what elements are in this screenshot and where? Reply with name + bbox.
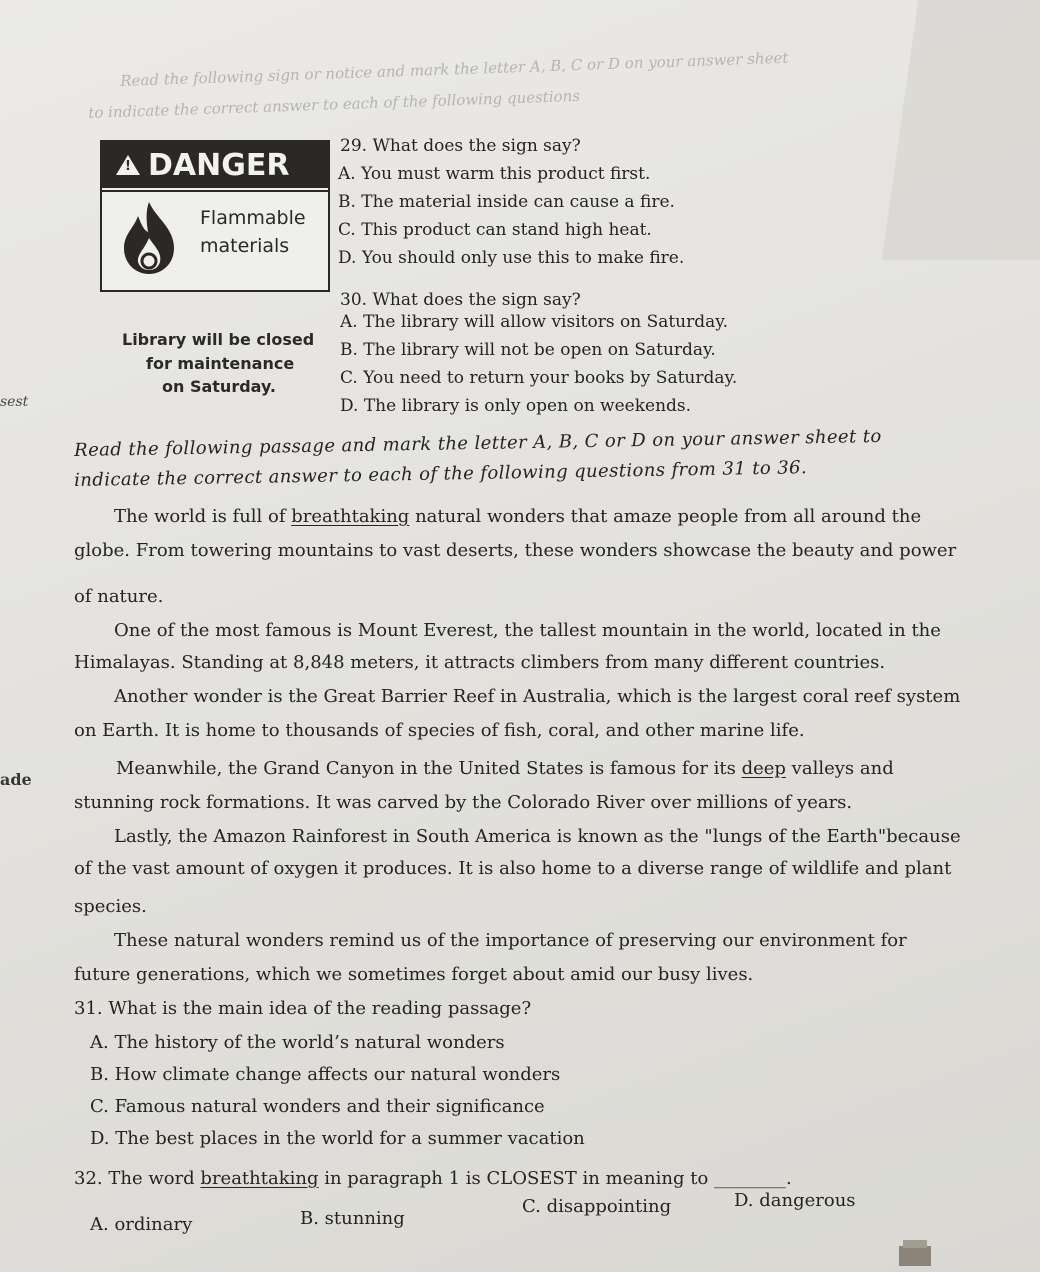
library-notice-line1: Library will be closed <box>122 330 315 349</box>
passage-p5-line1: Lastly, the Amazon Rainforest in South America is known as the "lungs of the Earth"because <box>114 826 961 847</box>
library-notice-line2: for maintenance <box>146 354 295 373</box>
passage-p4-line1 <box>116 758 894 779</box>
q32-option-b[interactable]: B. stunning <box>300 1208 405 1229</box>
library-notice-line3: on Saturday. <box>162 377 276 396</box>
passage-p3-line2: on Earth. It is home to thousands of species of fish, coral, and other marine life. <box>74 720 805 741</box>
q31-option-d[interactable]: D. The best places in the world for a summer vacation <box>90 1128 585 1149</box>
danger-line2: materials <box>200 235 290 257</box>
passage-p1-line3: of nature. <box>74 586 164 607</box>
passage-instruction-line2: indicate the correct answer to each of the following questions from 31 to 36. <box>74 457 808 491</box>
q31-question: 31. What is the main idea of the reading passage? <box>74 998 532 1019</box>
margin-fragment-1: sest <box>0 394 29 410</box>
q30-option-c[interactable]: C. You need to return your books by Saturday. <box>340 368 738 388</box>
passage-p2-line2: Himalayas. Standing at 8,848 meters, it attracts climbers from many different countries. <box>74 652 886 673</box>
passage-instruction-line1: Read the following passage and mark the letter A, B, C or D on your answer sheet to <box>74 425 882 461</box>
danger-title: DANGER <box>148 147 290 183</box>
q32-text-before: 32. The word <box>74 1168 201 1189</box>
q29-option-b[interactable]: B. The material inside can cause a fire. <box>338 192 675 212</box>
passage-p4-text-before: Meanwhile, the Grand Canyon in the United States is famous for its <box>116 758 742 779</box>
margin-fragment-2: ade <box>0 770 32 789</box>
q29-question: 29. What does the sign say? <box>340 136 581 156</box>
passage-p2-line1: One of the most famous is Mount Everest, the tallest mountain in the world, located in the <box>114 620 941 641</box>
danger-sign-text <box>200 204 306 260</box>
passage-p6-line2: future generations, which we sometimes forget about amid our busy lives. <box>74 964 754 985</box>
q29-option-a[interactable]: A. You must warm this product first. <box>338 164 651 184</box>
q31-option-a[interactable]: A. The history of the world’s natural wonders <box>90 1032 505 1053</box>
sign-instruction-line1: Read the following sign or notice and mark the letter A, B, C or D on your answer sheet <box>120 48 789 90</box>
danger-line1: Flammable <box>200 207 306 229</box>
danger-header <box>102 142 328 188</box>
passage-p1-text-before: The world is full of <box>114 506 292 527</box>
danger-sign <box>100 140 330 292</box>
passage-p5-line3: species. <box>74 896 147 917</box>
passage-p1-text-after: natural wonders that amaze people from all around the <box>409 506 922 527</box>
q32-text-after: in paragraph 1 is CLOSEST in meaning to ________. <box>318 1168 792 1189</box>
q30-option-b[interactable]: B. The library will not be open on Saturday. <box>340 340 716 360</box>
sign-instruction-line2: to indicate the correct answer to each of the following questions <box>88 86 581 122</box>
q29-option-c[interactable]: C. This product can stand high heat. <box>338 220 652 240</box>
passage-p1-line2: globe. From towering mountains to vast deserts, these wonders showcase the beauty and power <box>74 540 957 561</box>
q30-question: 30. What does the sign say? <box>340 290 581 310</box>
q32-question <box>74 1168 792 1189</box>
passage-p1-line1 <box>114 506 921 527</box>
passage-p4-text-after: valleys and <box>785 758 894 779</box>
q32-option-d[interactable]: D. dangerous <box>734 1190 856 1211</box>
passage-p4-line2: stunning rock formations. It was carved by the Colorado River over millions of years. <box>74 792 853 813</box>
warning-triangle-icon <box>116 155 140 175</box>
underlined-word-breathtaking: breathtaking <box>291 506 410 527</box>
stamp-icon <box>895 1236 935 1272</box>
q31-option-b[interactable]: B. How climate change affects our natural wonders <box>90 1064 561 1085</box>
q32-option-a[interactable]: A. ordinary <box>90 1214 193 1235</box>
passage-p5-line2: of the vast amount of oxygen it produces. It is also home to a diverse range of wildlife and plant <box>74 858 952 879</box>
q30-option-d[interactable]: D. The library is only open on weekends. <box>340 396 692 416</box>
flame-icon <box>116 198 182 276</box>
q29-option-d[interactable]: D. You should only use this to make fire. <box>338 248 685 268</box>
underlined-word-deep: deep <box>741 758 786 779</box>
passage-p6-line1: These natural wonders remind us of the importance of preserving our environment for <box>114 930 907 951</box>
q31-option-c[interactable]: C. Famous natural wonders and their significance <box>90 1096 545 1117</box>
passage-p3-line1: Another wonder is the Great Barrier Reef in Australia, which is the largest coral reef system <box>114 686 961 707</box>
q32-option-c[interactable]: C. disappointing <box>522 1196 672 1217</box>
q32-underlined-word: breathtaking <box>200 1168 319 1189</box>
q30-option-a[interactable]: A. The library will allow visitors on Saturday. <box>340 312 729 332</box>
